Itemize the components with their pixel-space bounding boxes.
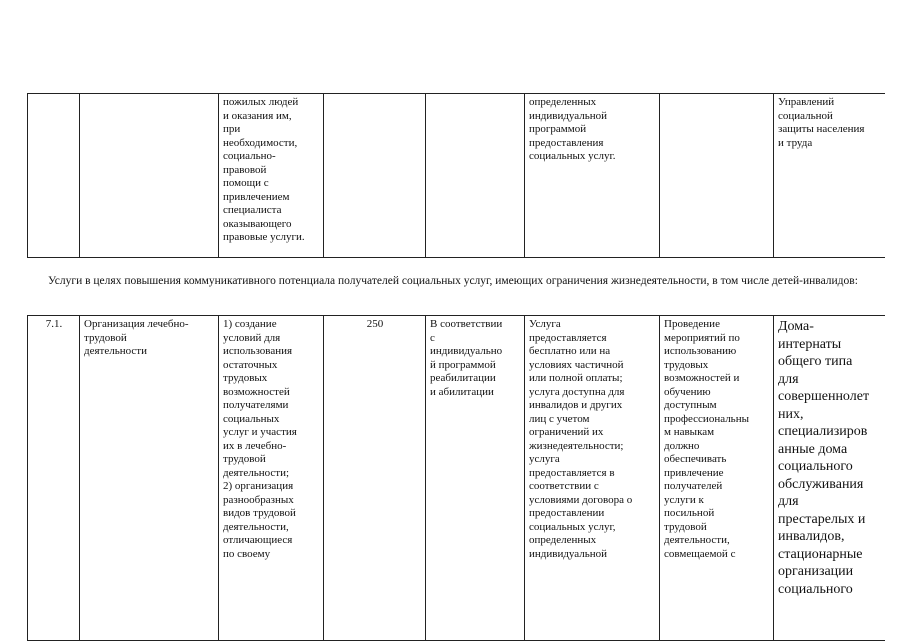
- cell-organization: Управлений социальной защиты населения и труда: [774, 94, 885, 258]
- cell-service-name: Организация лечебно- трудовой деятельности: [80, 316, 219, 641]
- lower-table: [27, 315, 885, 641]
- cell-norm: [324, 94, 426, 258]
- upper-table: [27, 93, 885, 258]
- table-row: [28, 316, 885, 641]
- cell-basis: [426, 94, 525, 258]
- cell-service-name: [80, 94, 219, 258]
- table-row: [28, 94, 885, 258]
- section-caption: Услуги в целях повышения коммуникативного потенциала получателей социальных услуг, имеющих ограничения жизнедеятельности, в том числе детей-инвалидов:: [48, 275, 858, 287]
- cell-service-content: пожилых людей и оказания им, при необходимости, социально- правовой помощи с привлечением специалиста оказывающего правовые услуги.: [219, 94, 324, 258]
- cell-number: [28, 94, 80, 258]
- cell-number: 7.1.: [28, 316, 80, 641]
- cell-service-content: 1) создание условий для использования остаточных трудовых возможностей получателями социальных услуг и участия их в лечебно- трудовой деятельности; 2) организация разнообразных видов трудовой деятельности, отличающиеся по своему: [219, 316, 324, 641]
- cell-organization: Дома- интернаты общего типа для совершеннолет них, специализиров анные дома социального обслуживания для престарелых и инвалидов, стационарные организации социального: [774, 316, 885, 641]
- cell-norm: 250: [324, 316, 426, 641]
- cell-conditions: Услуга предоставляется бесплатно или на условиях частичной или полной оплаты; услуга доступна для инвалидов и других лиц с учетом ограничений их жизнедеятельности; услуга предоставляется в соответствии с условиями договора о предоставлении социальных услуг, определенных индивидуальной: [525, 316, 660, 641]
- cell-basis: В соответствии с индивидуально й программой реабилитации и абилитации: [426, 316, 525, 641]
- cell-quality: [660, 94, 774, 258]
- cell-conditions: определенных индивидуальной программой предоставления социальных услуг.: [525, 94, 660, 258]
- cell-quality: Проведение мероприятий по использованию трудовых возможностей и обучению доступным профессиональны м навыкам должно обеспечивать привлечение получателей услуги к посильной трудовой деятельности, совмещаемой с: [660, 316, 774, 641]
